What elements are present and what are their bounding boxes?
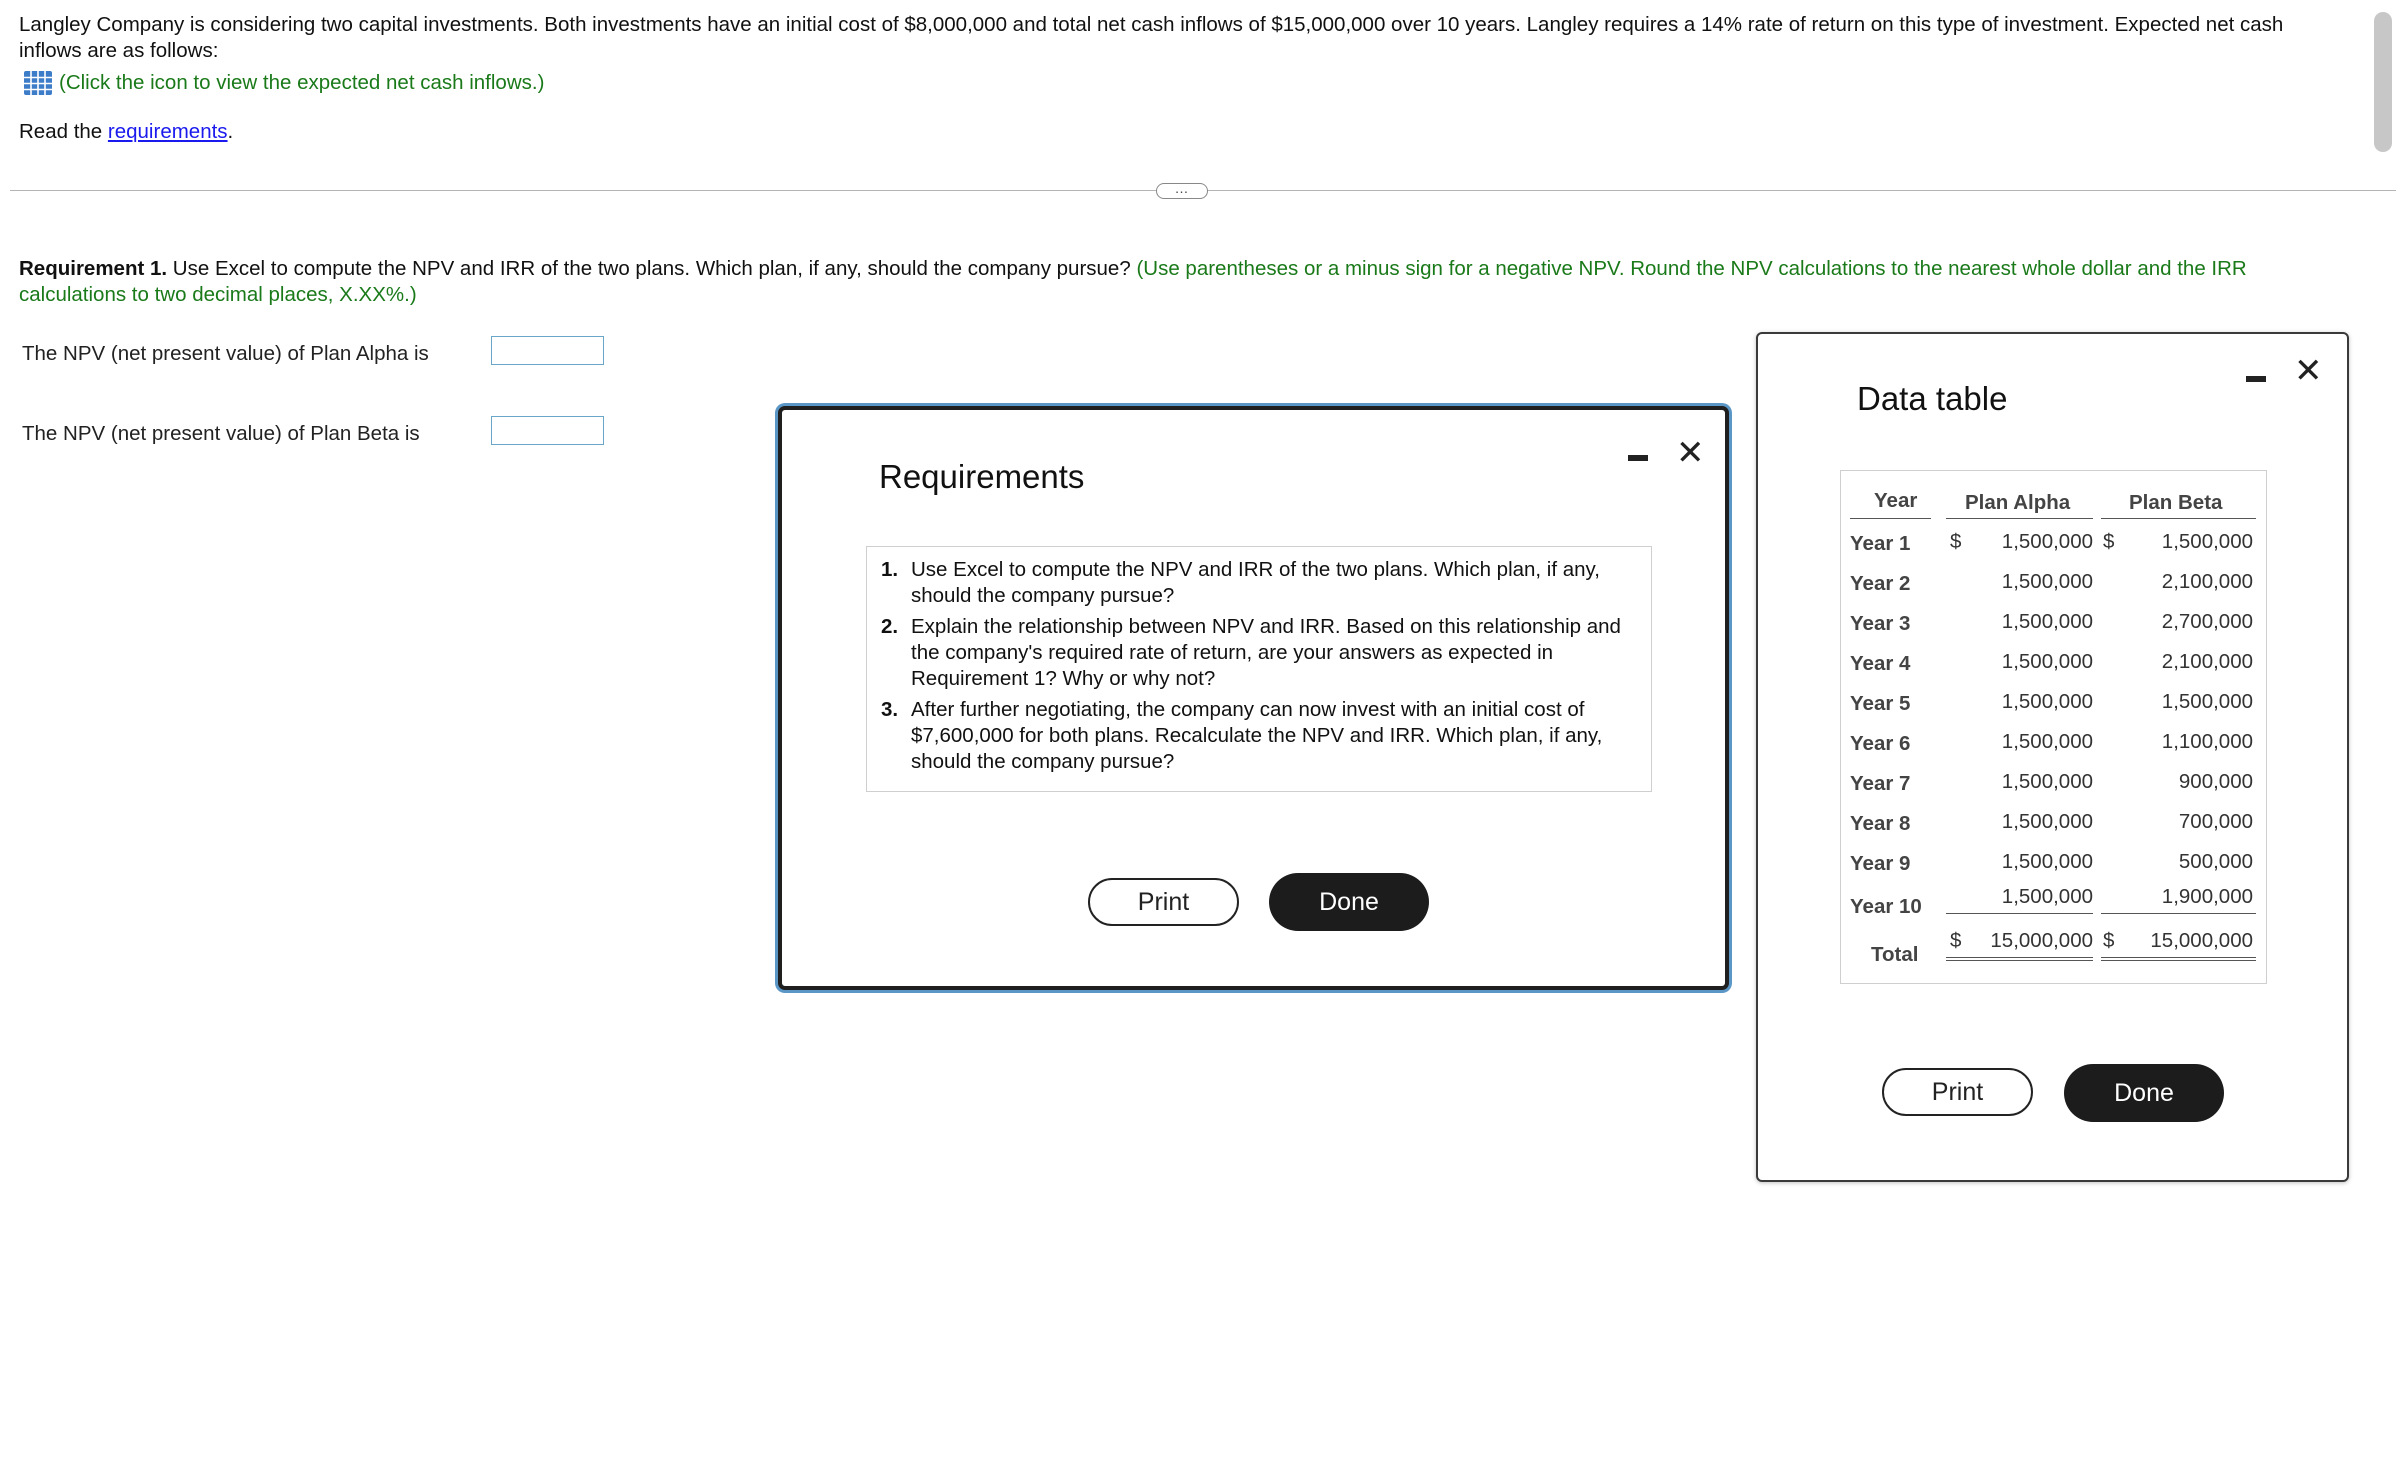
header-rule [1850, 518, 1931, 519]
close-icon[interactable]: ✕ [1676, 434, 1705, 472]
year-label: Year 10 [1850, 895, 1922, 918]
year-label: Year 1 [1850, 532, 1911, 555]
column-header-year: Year [1874, 489, 1918, 512]
requirement-number: 2. [881, 615, 899, 638]
requirements-print-button[interactable]: Print [1088, 878, 1239, 926]
beta-total: 15,000,000 [2150, 929, 2253, 952]
data-table-done-button[interactable]: Done [2064, 1064, 2224, 1122]
requirement-item [881, 557, 1637, 609]
data-table-title: Data table [1857, 380, 2008, 417]
beta-value: 500,000 [2178, 850, 2253, 873]
data-table-icon[interactable] [23, 70, 53, 96]
beta-value: 700,000 [2178, 810, 2253, 833]
data-table-print-button[interactable]: Print [1882, 1068, 2033, 1116]
beta-value: 1,100,000 [2161, 730, 2253, 753]
year-label: Year 2 [1850, 572, 1911, 595]
requirements-done-button[interactable]: Done [1269, 873, 1429, 931]
minimize-icon[interactable] [1628, 455, 1648, 461]
alpha-value: 1,500,000 [2001, 850, 2093, 873]
header-rule [2101, 518, 2256, 519]
year-label: Year 9 [1850, 852, 1911, 875]
npv-alpha-input[interactable] [491, 336, 604, 365]
npv-beta-input[interactable] [491, 416, 604, 445]
requirement-1-hint: (Use parentheses or a minus sign for a negative NPV. Round the NPV calculations to the nearest whole dollar and the IRR calculations to two decimal places, X.XX%.) [19, 257, 2247, 306]
requirement-text: Explain the relationship between NPV and IRR. Based on this relationship and the company's required rate of return, are your answers as expected in Requirement 1? Why or why not? [911, 615, 1621, 690]
read-suffix: . [227, 120, 234, 143]
alpha-total: 15,000,000 [1990, 929, 2093, 952]
requirement-item [881, 614, 1637, 692]
alpha-value: 1,500,000 [2001, 885, 2093, 908]
alpha-value: 1,500,000 [2001, 810, 2093, 833]
year-label: Year 8 [1850, 812, 1911, 835]
beta-value: 1,500,000 [2161, 530, 2253, 553]
alpha-value: 1,500,000 [2001, 690, 2093, 713]
total-label: Total [1871, 943, 1919, 966]
data-table-hint[interactable] [23, 70, 544, 96]
column-header-plan-alpha: Plan Alpha [1965, 491, 2071, 514]
beta-value: 1,500,000 [2161, 690, 2253, 713]
beta-value: 2,100,000 [2161, 650, 2253, 673]
requirement-1-text: Use Excel to compute the NPV and IRR of the two plans. Which plan, if any, should the company pursue? [167, 257, 1137, 280]
year-label: Year 7 [1850, 772, 1911, 795]
year-label: Year 5 [1850, 692, 1911, 715]
currency-symbol: $ [1950, 530, 1962, 553]
beta-value: 2,100,000 [2161, 570, 2253, 593]
beta-value: 2,700,000 [2161, 610, 2253, 633]
subtotal-rule [2101, 913, 2256, 914]
subtotal-rule [1946, 913, 2093, 914]
data-table-hint-text[interactable]: (Click the icon to view the expected net cash inflows.) [59, 71, 545, 94]
requirement-1-label: Requirement 1. [19, 257, 168, 280]
requirement-number: 3. [881, 698, 899, 721]
alpha-value: 1,500,000 [2001, 610, 2093, 633]
requirement-text: After further negotiating, the company can now invest with an initial cost of $7,600,000 for both plans. Recalculate the NPV and IRR. Which plan, if any, should the company pursue? [911, 698, 1603, 773]
alpha-value: 1,500,000 [2001, 770, 2093, 793]
requirements-list [867, 547, 1651, 775]
year-label: Year 6 [1850, 732, 1911, 755]
read-requirements [19, 120, 233, 144]
cash-inflows-table [1840, 470, 2267, 984]
expand-more-button[interactable]: … [1156, 183, 1208, 199]
requirements-list-box [866, 546, 1652, 792]
currency-symbol: $ [2103, 929, 2115, 952]
close-icon[interactable]: ✕ [2294, 352, 2323, 390]
scrollbar-thumb[interactable] [2374, 12, 2392, 152]
requirement-item [881, 697, 1637, 775]
column-header-plan-beta: Plan Beta [2129, 491, 2223, 514]
requirements-title: Requirements [879, 458, 1085, 495]
currency-symbol: $ [2103, 530, 2115, 553]
year-label: Year 4 [1850, 652, 1911, 675]
requirements-link[interactable]: requirements [107, 120, 228, 143]
read-prefix: Read the [19, 120, 108, 143]
year-label: Year 3 [1850, 612, 1911, 635]
total-double-rule [2101, 957, 2256, 961]
requirement-text: Use Excel to compute the NPV and IRR of the two plans. Which plan, if any, should the company pursue? [911, 558, 1600, 607]
requirements-dialog [778, 406, 1729, 990]
beta-value: 1,900,000 [2161, 885, 2253, 908]
npv-beta-label: The NPV (net present value) of Plan Beta is [22, 422, 420, 445]
requirement-number: 1. [881, 558, 899, 581]
alpha-value: 1,500,000 [2001, 570, 2093, 593]
alpha-value: 1,500,000 [2001, 730, 2093, 753]
data-table-dialog [1756, 332, 2349, 1182]
requirement-1-prompt [19, 256, 2339, 308]
minimize-icon[interactable] [2246, 376, 2266, 382]
currency-symbol: $ [1950, 929, 1962, 952]
beta-value: 900,000 [2178, 770, 2253, 793]
problem-statement: Langley Company is considering two capital investments. Both investments have an initial cost of $8,000,000 and total net cash inflows of $15,000,000 over 10 years. Langley requires a 14% rate of return on this type of investment. Expected net cash inflows are as follows: [19, 13, 2284, 62]
alpha-value: 1,500,000 [2001, 530, 2093, 553]
header-rule [1946, 518, 2093, 519]
npv-alpha-label: The NPV (net present value) of Plan Alpha is [22, 342, 429, 365]
alpha-value: 1,500,000 [2001, 650, 2093, 673]
total-double-rule [1946, 957, 2093, 961]
